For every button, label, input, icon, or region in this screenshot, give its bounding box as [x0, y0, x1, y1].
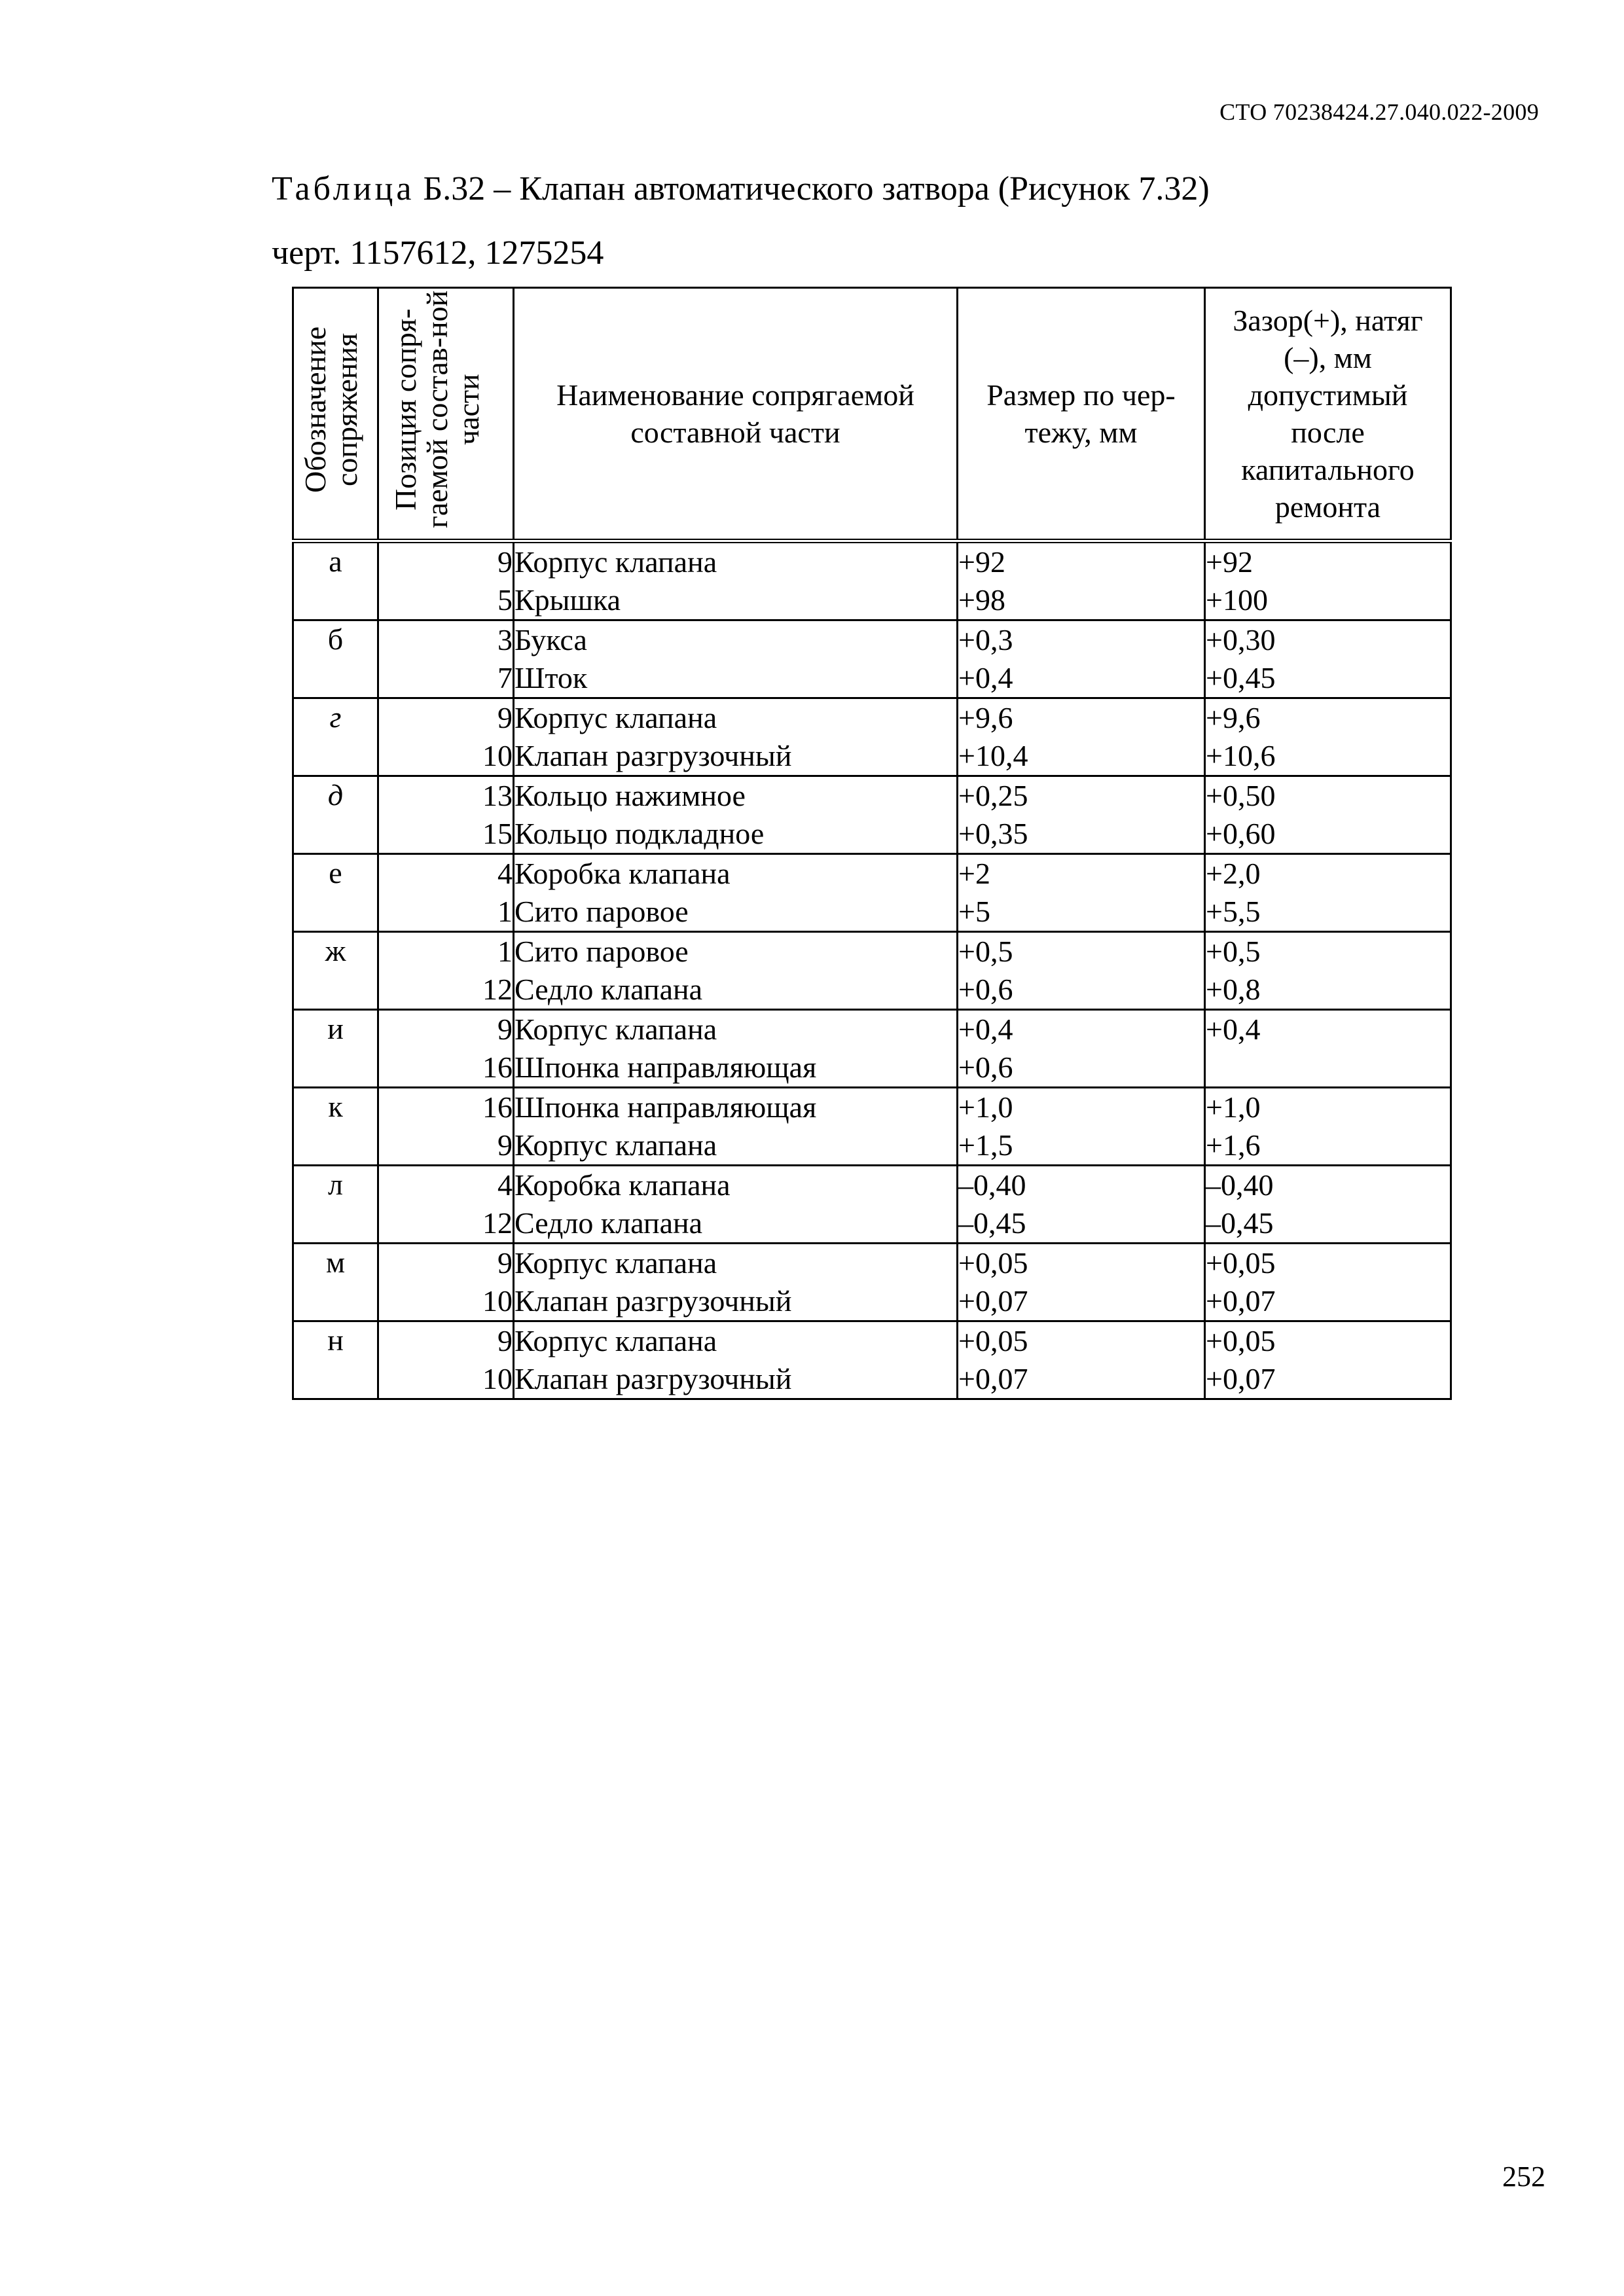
table-row: [293, 1049, 1451, 1088]
mating-code-cell: л: [293, 1166, 378, 1244]
part-name-cell: Шпонка направляющая: [514, 1088, 958, 1127]
header-position-text: Позиция сопря-гаемой состав-ной части: [389, 290, 485, 529]
drawing-size-cell: +0,07: [958, 1282, 1205, 1321]
table-row: [293, 1244, 1451, 1283]
allowed-gap-cell: +0,07: [1205, 1282, 1451, 1321]
table-row: [293, 1126, 1451, 1166]
allowed-gap-cell: +0,5: [1205, 932, 1451, 971]
allowed-gap-cell: +0,05: [1205, 1321, 1451, 1361]
position-cell: 15: [378, 815, 514, 854]
table-header-row: [293, 288, 1451, 541]
allowed-gap-cell: –0,40: [1205, 1166, 1451, 1205]
position-cell: 3: [378, 620, 514, 660]
position-cell: 10: [378, 1282, 514, 1321]
header-size-text: Размер по чер-тежу, мм: [986, 378, 1176, 449]
part-name-cell: Букса: [514, 620, 958, 660]
part-name-cell: Корпус клапана: [514, 1010, 958, 1049]
header-name: [514, 288, 958, 541]
mating-code-cell: и: [293, 1010, 378, 1088]
document-code: СТО 70238424.27.040.022-2009: [1219, 99, 1539, 125]
position-cell: 9: [378, 1244, 514, 1283]
table-row: [293, 1010, 1451, 1049]
caption-line-1: [272, 157, 1210, 221]
position-cell: 16: [378, 1049, 514, 1088]
part-name-cell: Кольцо подкладное: [514, 815, 958, 854]
table-row: [293, 1360, 1451, 1399]
table-row: [293, 581, 1451, 620]
header-gap-text: Зазор(+), натяг (–), мм допустимый после капитального ремонта: [1233, 304, 1423, 524]
table-row: [293, 815, 1451, 854]
table-row: [293, 541, 1451, 582]
allowed-gap-cell: +10,6: [1205, 737, 1451, 776]
caption-prefix: Таблица: [272, 170, 415, 207]
drawing-size-cell: +92: [958, 541, 1205, 582]
position-cell: 10: [378, 737, 514, 776]
drawing-size-cell: +1,0: [958, 1088, 1205, 1127]
part-name-cell: Корпус клапана: [514, 1244, 958, 1283]
position-cell: 9: [378, 1321, 514, 1361]
table-row: [293, 854, 1451, 893]
drawing-size-cell: +1,5: [958, 1126, 1205, 1166]
part-name-cell: Клапан разгрузочный: [514, 1360, 958, 1399]
header-gap: [1205, 288, 1451, 541]
table-caption: [272, 157, 1210, 285]
mating-code-cell: а: [293, 541, 378, 620]
allowed-gap-cell: +0,50: [1205, 776, 1451, 816]
position-cell: 12: [378, 971, 514, 1010]
table-row: [293, 620, 1451, 660]
table-row: [293, 1088, 1451, 1127]
drawing-size-cell: +0,25: [958, 776, 1205, 816]
allowed-gap-cell: +1,6: [1205, 1126, 1451, 1166]
drawing-size-cell: +0,6: [958, 1049, 1205, 1088]
table-row: [293, 1204, 1451, 1244]
part-name-cell: Коробка клапана: [514, 1166, 958, 1205]
drawing-size-cell: +0,5: [958, 932, 1205, 971]
mating-code-cell: б: [293, 620, 378, 698]
part-name-cell: Сито паровое: [514, 932, 958, 971]
drawing-size-cell: +5: [958, 893, 1205, 932]
allowed-gap-cell: +0,4: [1205, 1010, 1451, 1049]
mating-code-cell: к: [293, 1088, 378, 1166]
part-name-cell: Клапан разгрузочный: [514, 737, 958, 776]
allowed-gap-cell: +0,07: [1205, 1360, 1451, 1399]
position-cell: 16: [378, 1088, 514, 1127]
allowed-gap-cell: +92: [1205, 541, 1451, 582]
position-cell: 1: [378, 932, 514, 971]
part-name-cell: Корпус клапана: [514, 1126, 958, 1166]
mating-parts-table: [292, 287, 1452, 1400]
position-cell: 4: [378, 854, 514, 893]
drawing-size-cell: +10,4: [958, 737, 1205, 776]
part-name-cell: Шпонка направляющая: [514, 1049, 958, 1088]
table-row: [293, 893, 1451, 932]
part-name-cell: Сито паровое: [514, 893, 958, 932]
allowed-gap-cell: +5,5: [1205, 893, 1451, 932]
allowed-gap-cell: +100: [1205, 581, 1451, 620]
mating-code-cell: е: [293, 854, 378, 932]
drawing-size-cell: +0,35: [958, 815, 1205, 854]
drawing-size-cell: –0,45: [958, 1204, 1205, 1244]
part-name-cell: Седло клапана: [514, 971, 958, 1010]
caption-line-2: черт. 1157612, 1275254: [272, 234, 604, 272]
position-cell: 9: [378, 541, 514, 582]
table-row: [293, 1282, 1451, 1321]
drawing-size-cell: +0,4: [958, 659, 1205, 698]
drawing-size-cell: +0,3: [958, 620, 1205, 660]
table-row: [293, 932, 1451, 971]
allowed-gap-cell: +0,8: [1205, 971, 1451, 1010]
position-cell: 4: [378, 1166, 514, 1205]
position-cell: 5: [378, 581, 514, 620]
allowed-gap-cell: +2,0: [1205, 854, 1451, 893]
part-name-cell: Крышка: [514, 581, 958, 620]
caption-title: Б.32 – Клапан автоматического затвора (Рисунок 7.32): [414, 170, 1210, 207]
drawing-size-cell: –0,40: [958, 1166, 1205, 1205]
mating-code-cell: д: [293, 776, 378, 854]
drawing-size-cell: +0,4: [958, 1010, 1205, 1049]
drawing-size-cell: +0,07: [958, 1360, 1205, 1399]
allowed-gap-cell: –0,45: [1205, 1204, 1451, 1244]
table-row: [293, 659, 1451, 698]
table-row: [293, 698, 1451, 738]
table-row: [293, 1321, 1451, 1361]
table-row: [293, 971, 1451, 1010]
mating-code-cell: н: [293, 1321, 378, 1399]
position-cell: 1: [378, 893, 514, 932]
position-cell: 10: [378, 1360, 514, 1399]
part-name-cell: Коробка клапана: [514, 854, 958, 893]
part-name-cell: Корпус клапана: [514, 1321, 958, 1361]
table-row: [293, 1166, 1451, 1205]
drawing-size-cell: +98: [958, 581, 1205, 620]
drawing-size-cell: +0,05: [958, 1321, 1205, 1361]
header-code: [293, 288, 378, 541]
part-name-cell: Корпус клапана: [514, 541, 958, 582]
table-row: [293, 776, 1451, 816]
part-name-cell: Шток: [514, 659, 958, 698]
mating-code-cell: ж: [293, 932, 378, 1010]
allowed-gap-cell: +0,45: [1205, 659, 1451, 698]
drawing-size-cell: +0,05: [958, 1244, 1205, 1283]
allowed-gap-cell: +0,30: [1205, 620, 1451, 660]
part-name-cell: Кольцо нажимное: [514, 776, 958, 816]
header-code-text: Обозначение сопряжения: [298, 326, 363, 493]
page-number: 252: [1502, 2161, 1545, 2193]
position-cell: 7: [378, 659, 514, 698]
allowed-gap-cell: [1205, 1049, 1451, 1088]
drawing-size-cell: +9,6: [958, 698, 1205, 738]
allowed-gap-cell: +0,05: [1205, 1244, 1451, 1283]
table-row: [293, 737, 1451, 776]
part-name-cell: Седло клапана: [514, 1204, 958, 1244]
header-size: [958, 288, 1205, 541]
header-position: [378, 288, 514, 541]
allowed-gap-cell: +0,60: [1205, 815, 1451, 854]
position-cell: 9: [378, 698, 514, 738]
header-name-text: Наименование сопрягаемой составной части: [556, 378, 914, 449]
position-cell: 9: [378, 1010, 514, 1049]
drawing-size-cell: +2: [958, 854, 1205, 893]
drawing-size-cell: +0,6: [958, 971, 1205, 1010]
part-name-cell: Корпус клапана: [514, 698, 958, 738]
position-cell: 9: [378, 1126, 514, 1166]
position-cell: 12: [378, 1204, 514, 1244]
position-cell: 13: [378, 776, 514, 816]
allowed-gap-cell: +9,6: [1205, 698, 1451, 738]
mating-code-cell: г: [293, 698, 378, 776]
mating-code-cell: м: [293, 1244, 378, 1321]
table-body: [293, 541, 1451, 1399]
allowed-gap-cell: +1,0: [1205, 1088, 1451, 1127]
part-name-cell: Клапан разгрузочный: [514, 1282, 958, 1321]
